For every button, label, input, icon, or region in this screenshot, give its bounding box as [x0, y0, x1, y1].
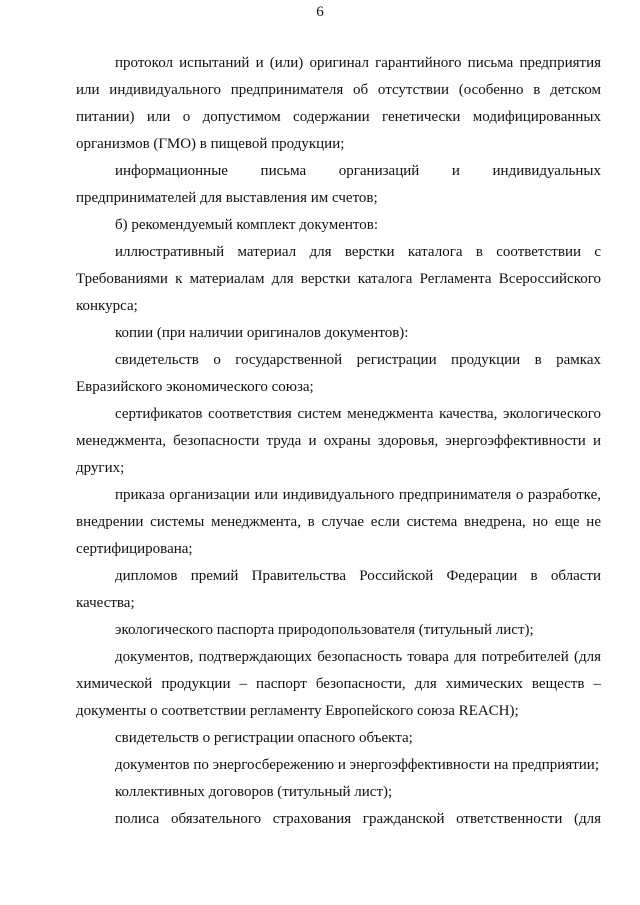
paragraph-safety-documents: документов, подтверждающих безопасность товара для потребителей (для химической продукции – паспорт безопасности, для химических веществ – документы о соответствии регламенту Европейского союза REACH); — [76, 649, 601, 719]
paragraph-insurance-policy: полиса обязательного страхования гражданской ответственности (для — [115, 811, 601, 827]
paragraph-illustrative-material: иллюстративный материал для верстки каталога в соответствии с Требованиями к материалам для верстки каталога Регламента Всероссийского конкурса; — [76, 244, 601, 314]
paragraph-order: приказа организации или индивидуального предпринимателя о разработке, внедрении системы менеджмента, в случае если система внедрена, но еще не сертифицирована; — [76, 487, 601, 557]
paragraph-eco-passport: экологического паспорта природопользователя (титульный лист); — [115, 622, 534, 638]
paragraph-diplomas: дипломов премий Правительства Российской Федерации в области качества; — [76, 568, 601, 611]
paragraph-test-protocol: протокол испытаний и (или) оригинал гарантийного письма предприятия или индивидуального предпринимателя об отсутствии (особенно в детском питании) или о допустимом содержании генетически модифицированных организмов (ГМО) в пищевой продукции; — [76, 55, 601, 152]
paragraph-collective-agreements: коллективных договоров (титульный лист); — [115, 784, 393, 800]
paragraph-copies: копии (при наличии оригиналов документов): — [115, 325, 409, 341]
paragraph-hazardous-object: свидетельств о регистрации опасного объекта; — [115, 730, 413, 746]
paragraph-registration-certificates: свидетельств о государственной регистрации продукции в рамках Евразийского экономического союза; — [76, 352, 601, 395]
paragraph-energy-saving: документов по энергосбережению и энергоэффективности на предприятии; — [115, 757, 600, 773]
paragraph-recommended-set: б) рекомендуемый комплект документов: — [115, 217, 378, 233]
paragraph-info-letters: информационные письма организаций и индивидуальных предпринимателей для выставления им счетов; — [76, 163, 601, 206]
paragraph-management-certificates: сертификатов соответствия систем менеджмента качества, экологического менеджмента, безопасности труда и охраны здоровья, энергоэффективности и других; — [76, 406, 601, 476]
document-body — [76, 50, 601, 833]
page-number: 6 — [316, 4, 324, 20]
